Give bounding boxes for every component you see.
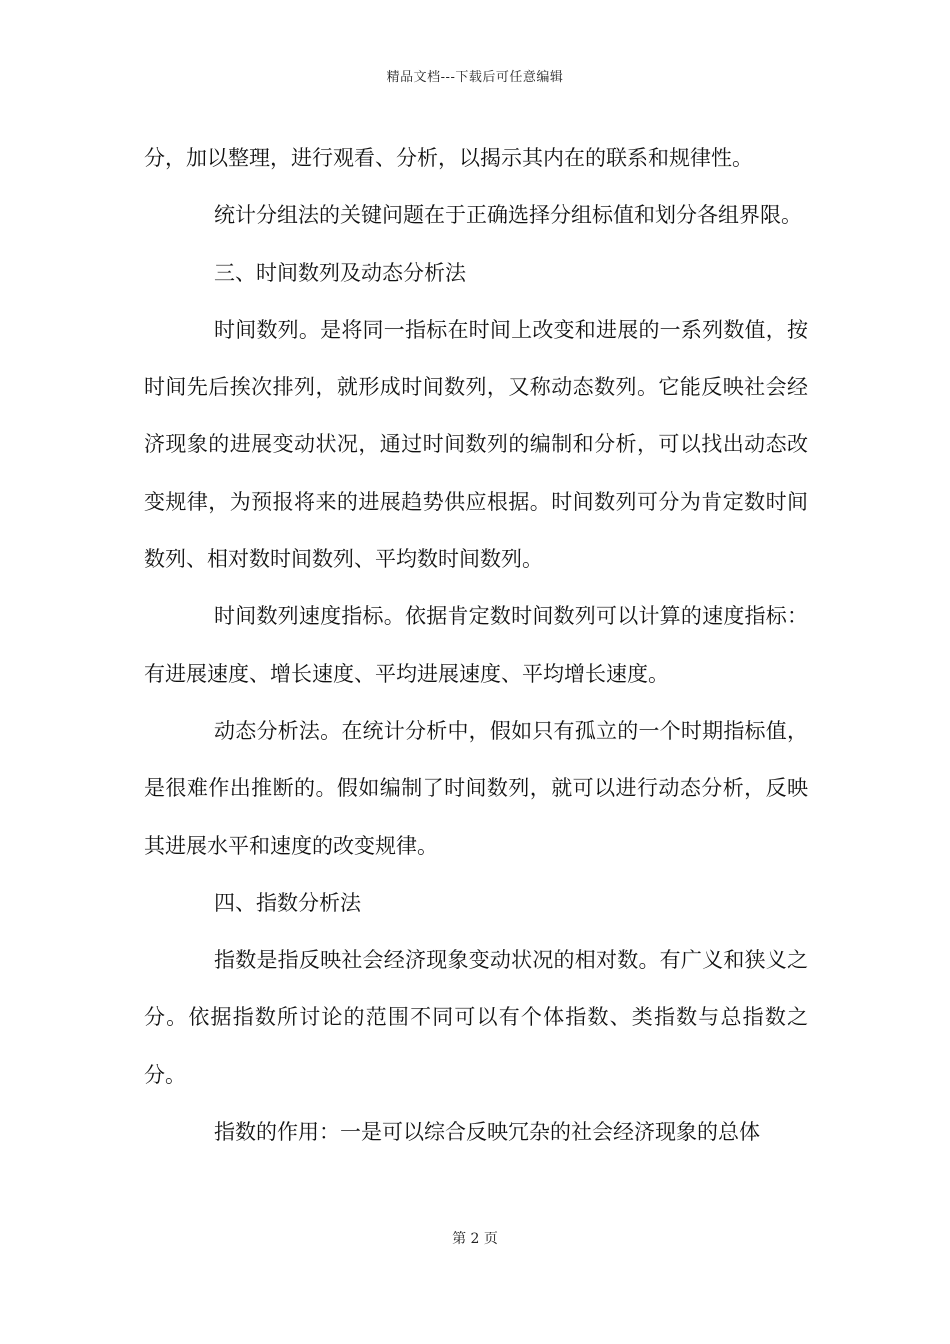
paragraph-time-series: 时间数列。是将同一指标在时间上改变和进展的一系列数值，按时间先后挨次排列，就形成时间数列，又称动态数列。它能反映社会经济现象的进展变动状况，通过时间数列的编制和分析，可以找出动态改变规律，为预报将来的进展趋势供应根据。时间数列可分为肯定数时间数列、相对数时间数列、平均数时间数列。 [144, 317, 808, 572]
section-heading-3: 三、时间数列及动态分析法 [214, 260, 466, 285]
paragraph-1: 分，加以整理，进行观看、分析，以揭示其内在的联系和规律性。 [144, 146, 753, 170]
paragraph-2: 统计分组法的关键问题在于正确选择分组标值和划分各组界限。 [214, 203, 802, 228]
page-header: 精品文档---下载后可任意编辑 [386, 70, 564, 85]
paragraph-index-definition: 指数是指反映社会经济现象变动状况的相对数。有广义和狭义之分。依据指数所讨论的范围不同可以有个体指数、类指数与总指数之分。 [144, 948, 808, 1087]
section-heading-4: 四、指数分析法 [214, 890, 361, 915]
page-number: 第 2 页 [452, 1231, 498, 1247]
document-body [144, 130, 808, 1161]
paragraph-dynamic-analysis: 动态分析法。在统计分析中，假如只有孤立的一个时期指标值，是很难作出推断的。假如编制了时间数列，就可以进行动态分析，反映其进展水平和速度的改变规律。 [144, 718, 808, 858]
paragraph-index-function: 指数的作用：一是可以综合反映冗杂的社会经济现象的总体 [214, 1120, 760, 1145]
paragraph-speed-indicators: 时间数列速度指标。依据肯定数时间数列可以计算的速度指标：有进展速度、增长速度、平均进展速度、平均增长速度。 [144, 604, 808, 686]
